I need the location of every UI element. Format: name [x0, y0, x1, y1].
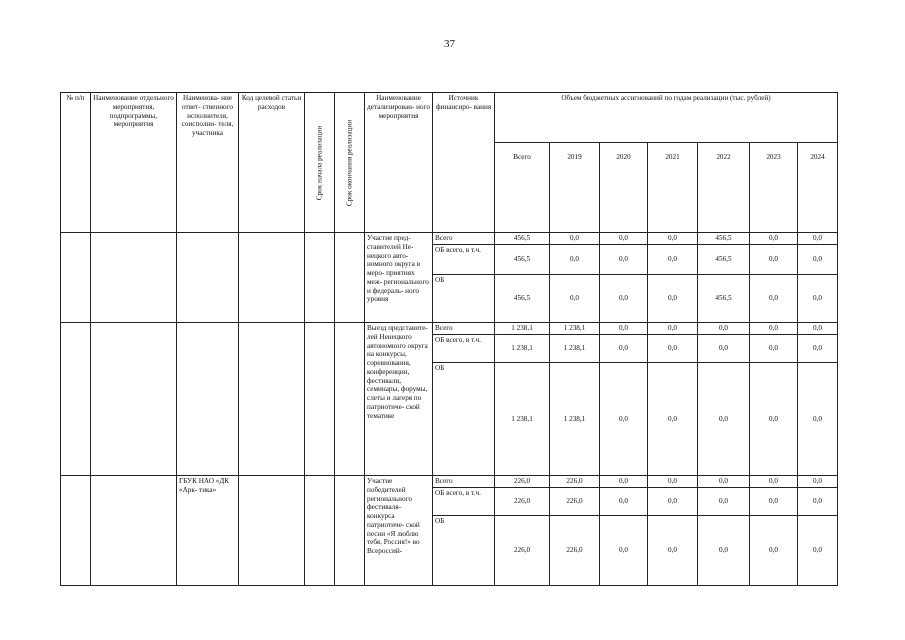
- value-cell: 0,0: [750, 363, 798, 476]
- end-term-cell: [335, 476, 365, 586]
- end-term-cell: [335, 233, 365, 323]
- value-cell: 0,0: [648, 363, 698, 476]
- value-cell: 226,0: [550, 476, 600, 488]
- no-cell: [61, 476, 91, 586]
- value-cell: 226,0: [495, 488, 550, 516]
- value-cell: 1 238,1: [550, 335, 600, 363]
- table-row: [61, 233, 838, 245]
- value-cell: 0,0: [550, 245, 600, 275]
- event-name-cell: [91, 323, 177, 476]
- value-cell: 456,5: [495, 245, 550, 275]
- value-cell: 0,0: [600, 245, 648, 275]
- year-header: 2020: [600, 143, 648, 233]
- detailed-event-cell: Участие пред- ставителей Не- нецкого авто- номного округа в меро- приятиях меж- регионального и федераль- ного уровня: [365, 233, 433, 323]
- value-cell: 0,0: [750, 476, 798, 488]
- value-cell: 0,0: [648, 335, 698, 363]
- value-cell: 0,0: [600, 516, 648, 586]
- value-cell: 226,0: [550, 516, 600, 586]
- value-cell: 0,0: [750, 245, 798, 275]
- end-term-cell: [335, 323, 365, 476]
- value-cell: 0,0: [698, 363, 750, 476]
- funding-source-cell: Всего: [433, 323, 495, 335]
- target-code-cell: [239, 233, 305, 323]
- value-cell: 456,5: [698, 233, 750, 245]
- value-cell: 0,0: [698, 323, 750, 335]
- value-cell: 0,0: [750, 335, 798, 363]
- value-cell: 0,0: [798, 476, 838, 488]
- no-cell: [61, 323, 91, 476]
- table-row: [61, 476, 838, 488]
- value-cell: 0,0: [750, 323, 798, 335]
- value-cell: 1 238,1: [495, 363, 550, 476]
- executor-cell: ГБУК НАО «ДК «Арк- тика»: [177, 476, 239, 586]
- value-cell: 0,0: [648, 476, 698, 488]
- value-cell: 0,0: [750, 233, 798, 245]
- value-cell: 0,0: [600, 488, 648, 516]
- header-executor: Наименова- ние ответ- ственного исполнителя, соисполни- теля, участника: [177, 93, 239, 233]
- value-cell: 0,0: [600, 363, 648, 476]
- value-cell: 456,5: [495, 275, 550, 323]
- value-cell: 0,0: [698, 488, 750, 516]
- year-header: 2022: [698, 143, 750, 233]
- page-number: 37: [444, 38, 455, 50]
- value-cell: 0,0: [798, 516, 838, 586]
- table-body: [61, 233, 838, 586]
- value-cell: 0,0: [600, 476, 648, 488]
- budget-table: [60, 92, 838, 586]
- header-event-name: Наименование отдельного мероприятия, подпрограммы, мероприятия: [91, 93, 177, 233]
- executor-cell: [177, 233, 239, 323]
- value-cell: 0,0: [600, 275, 648, 323]
- value-cell: 0,0: [648, 323, 698, 335]
- funding-source-cell: ОБ: [433, 363, 495, 476]
- value-cell: 0,0: [798, 245, 838, 275]
- header-start-term: [305, 93, 335, 233]
- header-funding-source: Источник финансиро- вания: [433, 93, 495, 233]
- funding-source-cell: ОБ всего, в т.ч.: [433, 245, 495, 275]
- funding-source-cell: ОБ: [433, 516, 495, 586]
- year-header: 2024: [798, 143, 838, 233]
- year-header: 2023: [750, 143, 798, 233]
- value-cell: 226,0: [495, 476, 550, 488]
- funding-source-cell: ОБ всего, в т.ч.: [433, 335, 495, 363]
- value-cell: 0,0: [600, 323, 648, 335]
- funding-source-cell: Всего: [433, 233, 495, 245]
- value-cell: 0,0: [798, 275, 838, 323]
- value-cell: 0,0: [550, 233, 600, 245]
- funding-source-cell: ОБ: [433, 275, 495, 323]
- value-cell: 0,0: [750, 516, 798, 586]
- value-cell: 0,0: [648, 233, 698, 245]
- value-cell: 0,0: [798, 323, 838, 335]
- value-cell: 1 238,1: [550, 363, 600, 476]
- value-cell: 456,5: [495, 233, 550, 245]
- value-cell: 0,0: [798, 363, 838, 476]
- no-cell: [61, 233, 91, 323]
- start-term-cell: [305, 323, 335, 476]
- header-no: № п/п: [61, 93, 91, 233]
- header-budget-volume: Объем бюджетных ассигнований по годам реализации (тыс. рублей): [495, 93, 838, 143]
- header-detailed-event: Наименование детализирован- ного мероприятия: [365, 93, 433, 233]
- value-cell: 456,5: [698, 275, 750, 323]
- header-end-term: [335, 93, 365, 233]
- value-cell: 456,5: [698, 245, 750, 275]
- year-header: 2019: [550, 143, 600, 233]
- value-cell: 0,0: [648, 488, 698, 516]
- value-cell: 0,0: [798, 335, 838, 363]
- value-cell: 0,0: [648, 516, 698, 586]
- event-name-cell: [91, 233, 177, 323]
- detailed-event-cell: Выезд представите- лей Ненецкого автономного округа на конкурсы, соревнования, конференции, фестивали, семинары, форумы, слеты и лагеря по патриотиче- ской тематике: [365, 323, 433, 476]
- value-cell: 0,0: [798, 233, 838, 245]
- start-term-cell: [305, 233, 335, 323]
- value-cell: 0,0: [550, 275, 600, 323]
- table-row: [61, 323, 838, 335]
- year-header: 2021: [648, 143, 698, 233]
- value-cell: 226,0: [495, 516, 550, 586]
- target-code-cell: [239, 476, 305, 586]
- start-term-cell: [305, 476, 335, 586]
- value-cell: 0,0: [698, 516, 750, 586]
- value-cell: 1 238,1: [495, 323, 550, 335]
- detailed-event-cell: Участие победителей регионального фестиваля- конкурса патриотиче- ской песни «Я люблю тебя, Россия!» во Всероссий-: [365, 476, 433, 586]
- value-cell: 226,0: [550, 488, 600, 516]
- year-header: Всего: [495, 143, 550, 233]
- value-cell: 0,0: [698, 335, 750, 363]
- value-cell: 0,0: [750, 488, 798, 516]
- value-cell: 1 238,1: [495, 335, 550, 363]
- executor-cell: [177, 323, 239, 476]
- event-name-cell: [91, 476, 177, 586]
- value-cell: 0,0: [600, 233, 648, 245]
- funding-source-cell: Всего: [433, 476, 495, 488]
- value-cell: 0,0: [648, 275, 698, 323]
- header-target-code: Код целевой статьи расходов: [239, 93, 305, 233]
- header-start-term-text: Срок начала реализации: [315, 125, 324, 200]
- value-cell: 1 238,1: [550, 323, 600, 335]
- header-end-term-text: Срок окончания реализации: [345, 119, 354, 206]
- value-cell: 0,0: [648, 245, 698, 275]
- value-cell: 0,0: [600, 335, 648, 363]
- value-cell: 0,0: [750, 275, 798, 323]
- value-cell: 0,0: [698, 476, 750, 488]
- value-cell: 0,0: [798, 488, 838, 516]
- target-code-cell: [239, 323, 305, 476]
- funding-source-cell: ОБ всего, в т.ч.: [433, 488, 495, 516]
